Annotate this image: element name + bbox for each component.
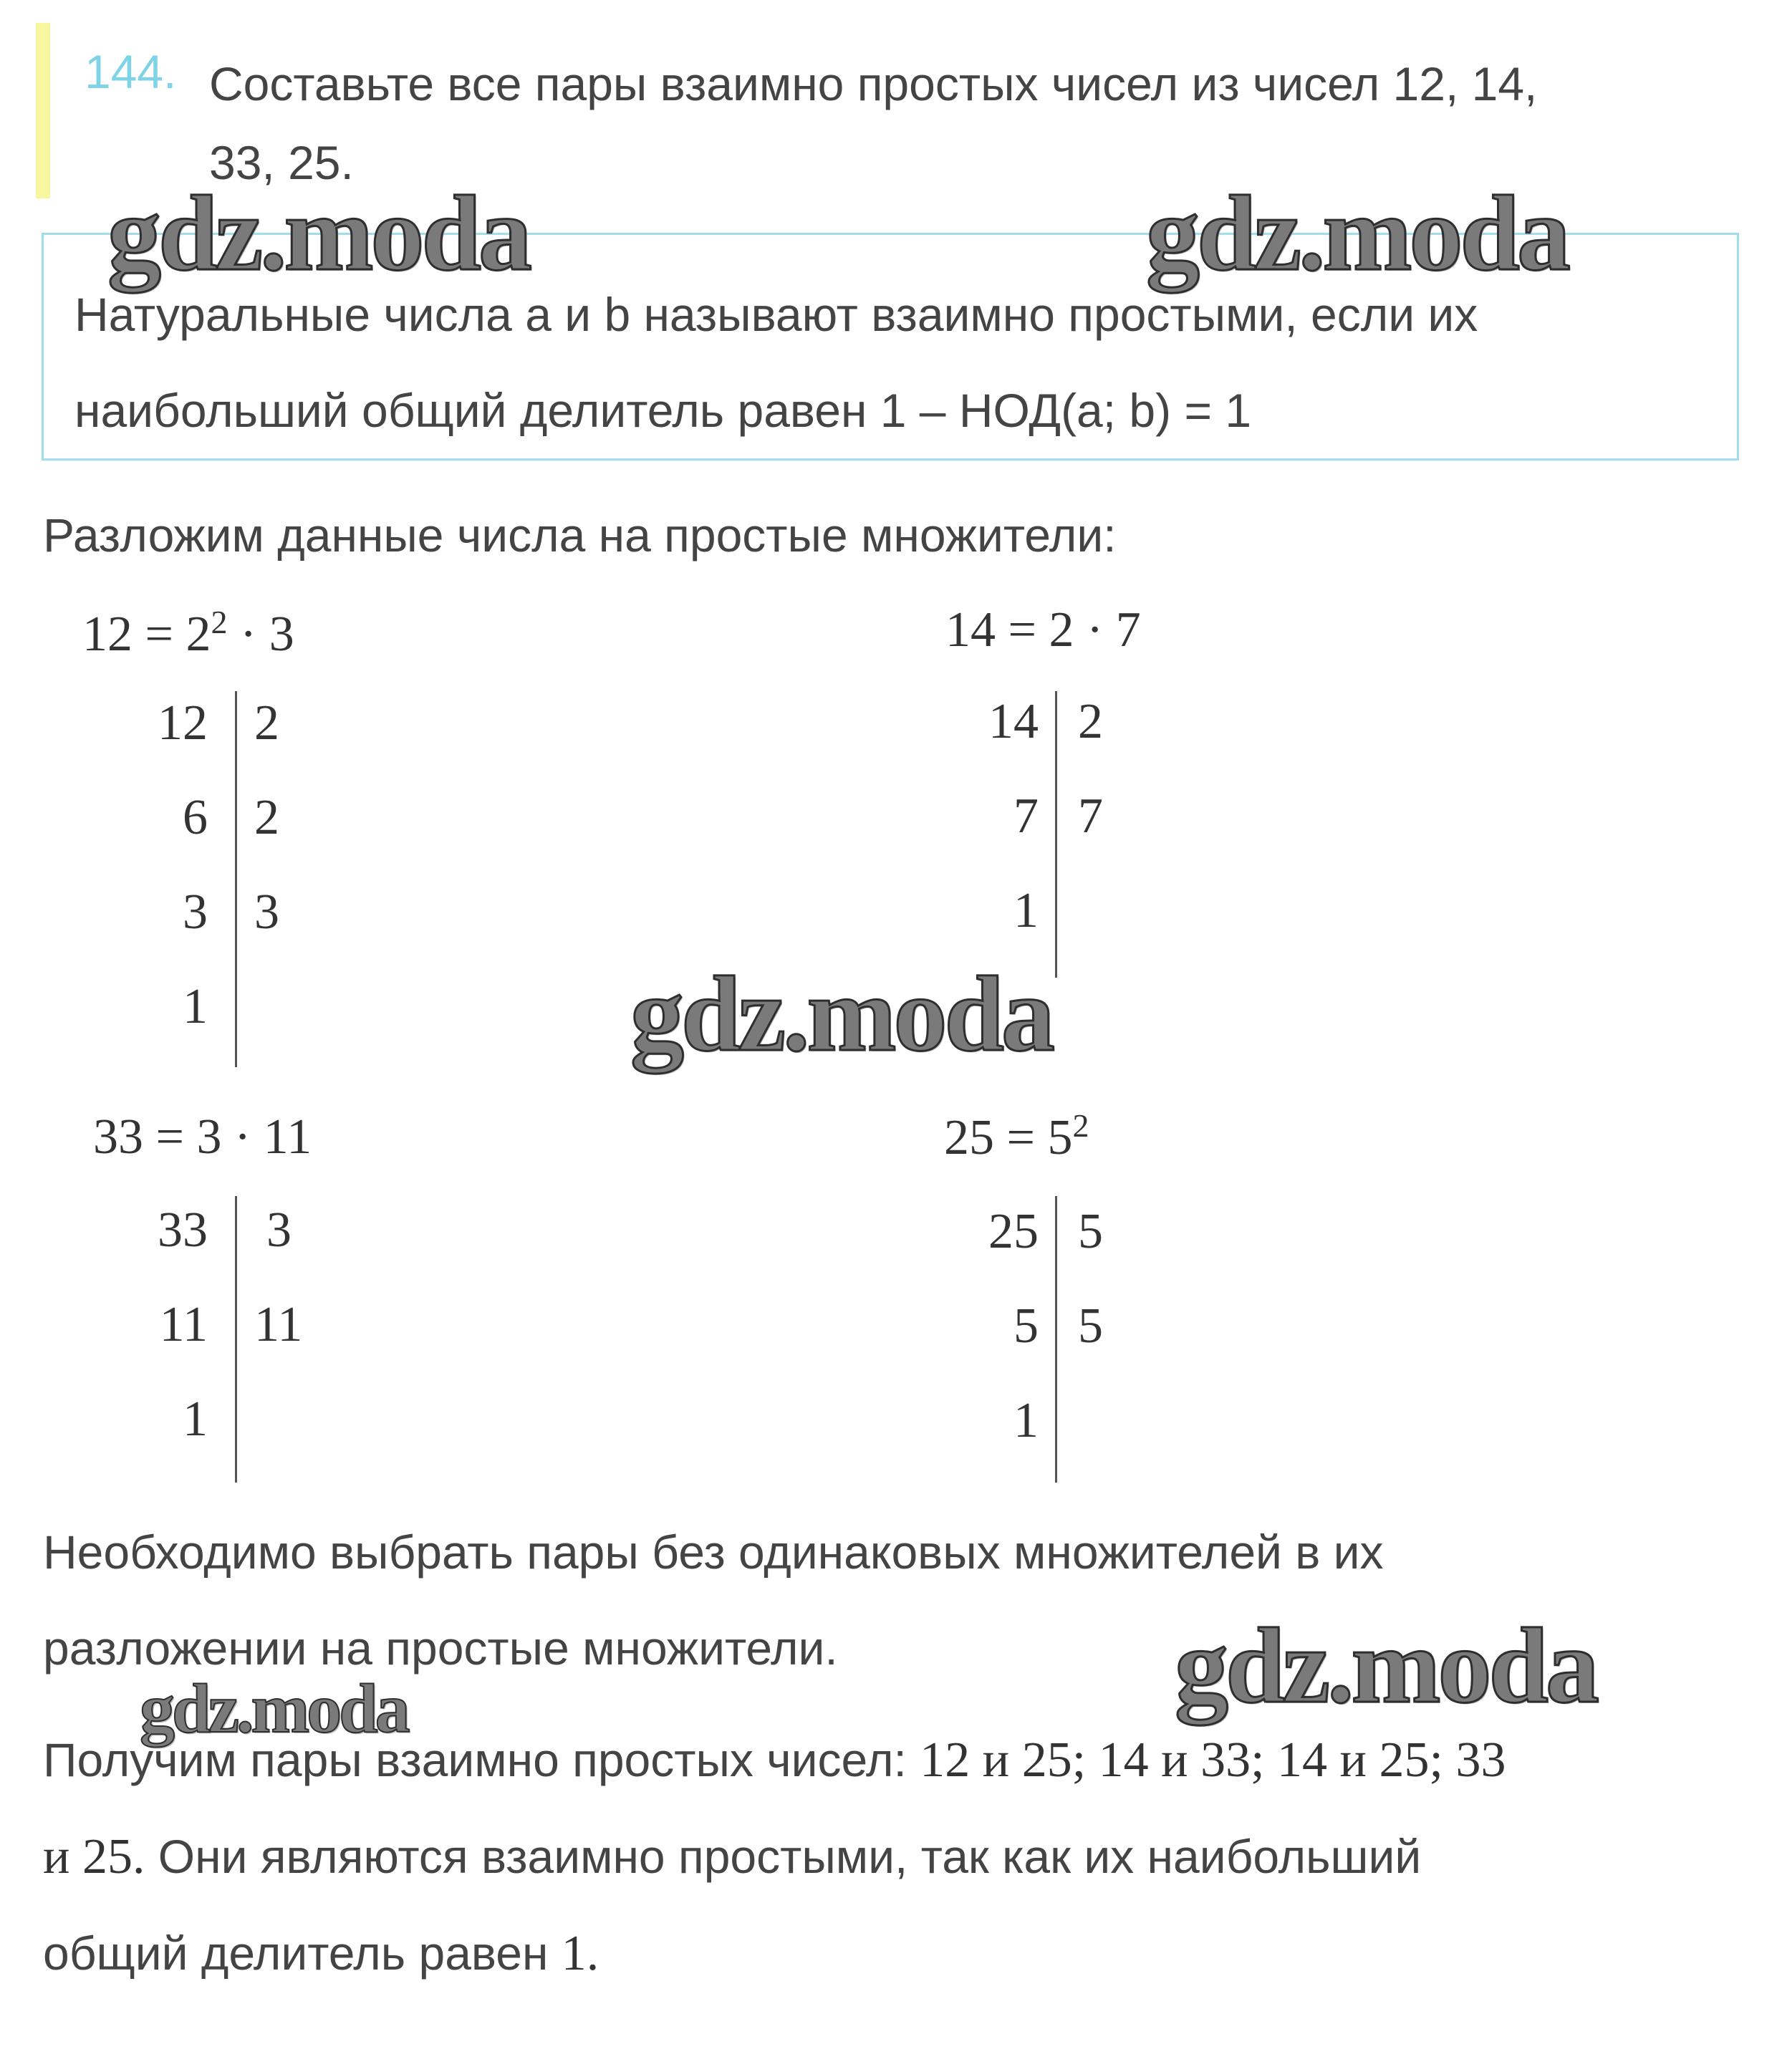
divisor-cell: 5 [1078,1204,1103,1259]
watermark-logo: gdz.moda [1146,174,1568,293]
note-line-2: разложении на простые множители. [43,1622,838,1675]
divisor-cell: 2 [1078,694,1103,749]
task-line-1: Составьте все пары взаимно простых чисел из чисел 12, 14, [209,57,1538,110]
conclusion-line-3 [43,1905,1748,2002]
definition-line-2: наибольший общий делитель равен 1 – НОД(a; b) = 1 [74,384,1252,437]
division-line-12 [235,691,237,1067]
dividend-cell: 5 [1013,1298,1039,1354]
watermark-logo: gdz.moda [140,1670,408,1748]
divisor-cell: 7 [1078,789,1103,844]
coprime-pairs: 12 и 25; 14 и 33; 14 и 25; 33 [920,1733,1506,1788]
equation-12-rhs: · 3 [227,607,294,662]
watermark-logo: gdz.moda [107,174,529,293]
equation-25-lhs: 25 = 5 [944,1110,1073,1165]
intro-text: Разложим данные числа на простые множители: [43,509,1117,562]
dividend-cell: 14 [988,694,1039,749]
watermark-logo: gdz.moda [630,955,1052,1074]
dividend-cell: 1 [183,1392,208,1447]
equation-12 [82,603,294,663]
divisor-cell: 2 [254,790,279,845]
dividend-cell: 1 [1013,883,1039,938]
equation-25 [944,1107,1089,1167]
divisor-cell: 3 [266,1203,292,1258]
divisor-cell: 11 [254,1297,303,1352]
dividend-cell: 1 [1013,1393,1039,1448]
dividend-cell: 7 [1013,789,1039,844]
dividend-cell: 25 [988,1204,1039,1259]
watermark-logo: gdz.moda [1175,1606,1597,1725]
equation-12-exponent: 2 [211,604,228,640]
equation-25-exponent: 2 [1072,1107,1089,1144]
note-line-1: Необходимо выбрать пары без одинаковых множителей в их [43,1526,1384,1579]
dividend-cell: 3 [183,885,208,940]
definition-text [74,266,1736,458]
conclusion-line-1-text: Получим пары взаимно простых чисел: [43,1733,920,1786]
equation-12-lhs: 12 = 2 [82,607,211,662]
dividend-cell: 33 [158,1203,208,1258]
equation-33-text: 33 = 3 · 11 [93,1109,312,1165]
dividend-cell: 1 [183,979,208,1034]
conclusion-text [43,1712,1748,2002]
divisor-cell: 2 [254,695,279,751]
task-line-2: 33, 25. [209,136,354,189]
conclusion-line-3-num: 1. [561,1926,599,1981]
conclusion-line-2 [43,1808,1748,1905]
task-number: 144. [85,45,177,98]
dividend-cell: 12 [158,695,208,751]
division-line-25 [1055,1196,1057,1483]
equation-14 [945,602,1141,659]
conclusion-line-2-num: и 25. [43,1829,145,1884]
divisor-cell: 3 [254,885,279,940]
equation-33 [93,1109,312,1166]
dividend-cell: 11 [159,1297,208,1352]
definition-line-1: Натуральные числа a и b называют взаимно простыми, если их [74,288,1478,341]
conclusion-line-2-text: Они являются взаимно простыми, так как их наибольший [145,1830,1422,1883]
conclusion-line-3-text: общий делитель равен [43,1927,562,1980]
divisor-cell: 5 [1078,1298,1103,1354]
division-line-14 [1055,691,1057,978]
equation-14-text: 14 = 2 · 7 [945,602,1141,657]
dividend-cell: 6 [183,790,208,845]
division-line-33 [235,1196,237,1483]
highlight-bar [36,23,50,198]
